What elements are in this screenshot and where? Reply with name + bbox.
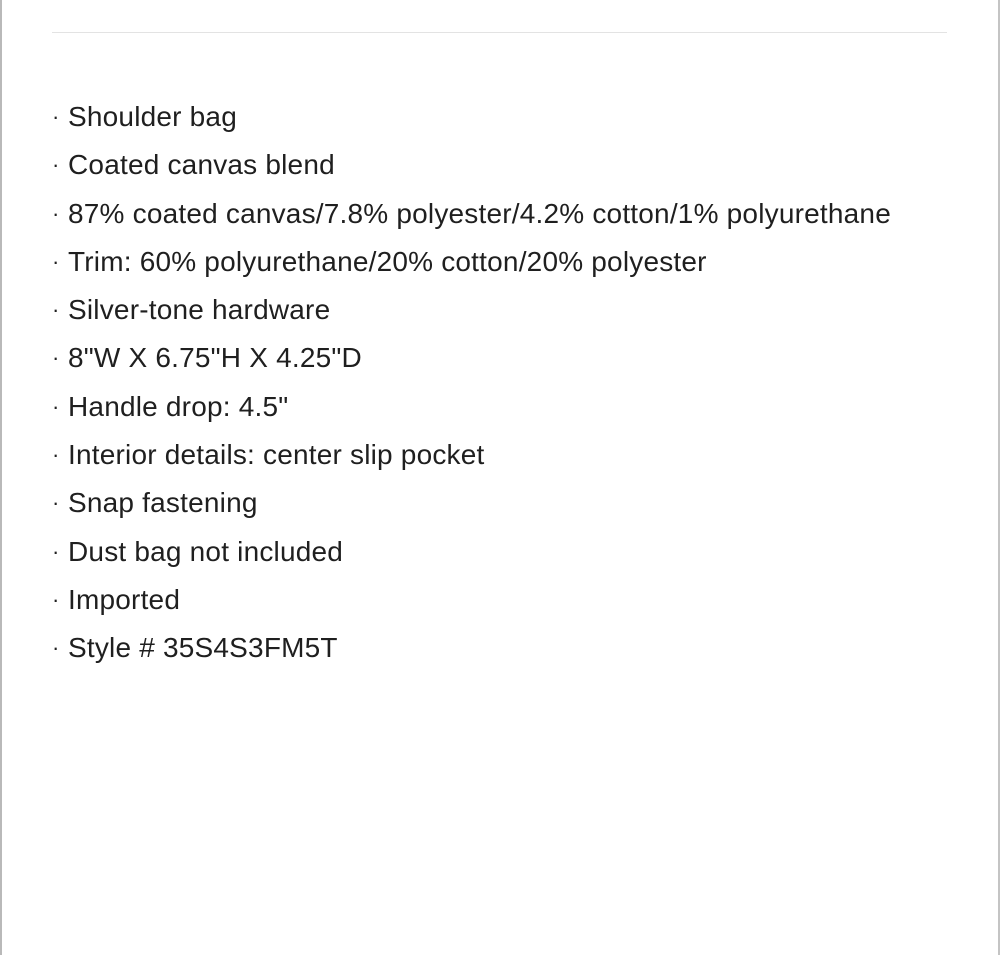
bullet: · xyxy=(52,635,60,661)
bullet: · xyxy=(52,297,60,323)
detail-text: Style # 35S4S3FM5T xyxy=(68,632,338,664)
bullet: · xyxy=(52,393,60,419)
detail-item-material xyxy=(52,141,932,189)
detail-item-hardware xyxy=(52,286,932,334)
left-border xyxy=(0,0,2,955)
product-details-list xyxy=(52,93,932,673)
bullet: · xyxy=(52,200,60,226)
bullet: · xyxy=(52,586,60,612)
detail-text: Shoulder bag xyxy=(68,101,237,132)
detail-text: Handle drop: 4.5" xyxy=(68,390,289,422)
detail-text: Interior details: center slip pocket xyxy=(68,439,485,471)
section-divider xyxy=(52,32,947,33)
detail-text: Dust bag not included xyxy=(68,535,344,567)
bullet: · xyxy=(52,345,60,371)
detail-text: Coated canvas blend xyxy=(68,149,335,181)
detail-item-shoulder-bag xyxy=(52,93,932,141)
detail-text: 87% coated canvas/7.8% polyester/4.2% cotton/1% polyurethane xyxy=(68,197,891,229)
detail-text: Imported xyxy=(68,583,181,615)
detail-item-interior xyxy=(52,431,932,479)
bullet: · xyxy=(52,104,60,129)
detail-item-style-number xyxy=(52,624,932,672)
bullet: · xyxy=(52,248,60,274)
detail-item-fastening xyxy=(52,479,932,527)
bullet: · xyxy=(52,490,60,516)
bullet: · xyxy=(52,152,60,178)
detail-item-dust-bag xyxy=(52,528,932,576)
detail-item-imported xyxy=(52,576,932,624)
bullet: · xyxy=(52,442,60,468)
detail-text: 8"W X 6.75"H X 4.25"D xyxy=(68,342,362,374)
detail-item-trim xyxy=(52,238,932,286)
detail-item-dimensions xyxy=(52,334,932,382)
detail-text: Snap fastening xyxy=(68,487,258,519)
detail-text: Trim: 60% polyurethane/20% cotton/20% polyester xyxy=(68,245,707,277)
detail-text: Silver-tone hardware xyxy=(68,294,331,326)
detail-item-composition xyxy=(52,190,932,238)
bullet: · xyxy=(52,538,60,564)
detail-item-handle-drop xyxy=(52,383,932,431)
